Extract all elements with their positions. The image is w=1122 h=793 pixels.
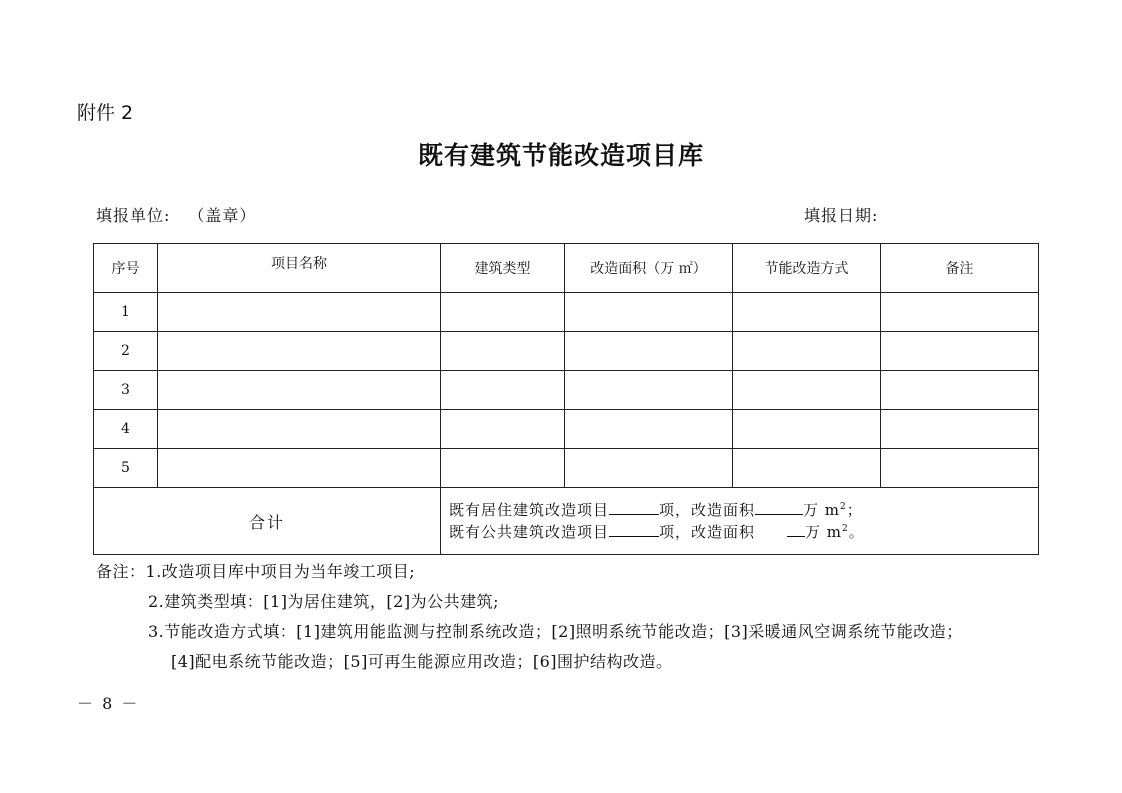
row-seq: 3 xyxy=(94,371,158,410)
public-prefix: 既有公共建筑改造项目 xyxy=(449,523,610,541)
cell-area[interactable] xyxy=(565,332,733,371)
column-header-method: 节能改造方式 xyxy=(733,244,881,293)
cell-area[interactable] xyxy=(565,371,733,410)
area-sup: 2 xyxy=(842,524,849,534)
note-line: [4]配电系统节能改造；[5]可再生能源应用改造；[6]围护结构改造。 xyxy=(171,652,673,671)
cell-building-type[interactable] xyxy=(441,332,565,371)
area-unit: 万 m xyxy=(803,501,841,519)
project-table xyxy=(93,243,1039,555)
area-sup: 2 xyxy=(840,502,847,512)
cell-project-name[interactable] xyxy=(158,293,441,332)
cell-building-type[interactable] xyxy=(441,410,565,449)
table-row xyxy=(94,449,1039,488)
table-header-row xyxy=(94,244,1039,293)
reporting-unit-label: 填报单位: xyxy=(96,206,171,225)
notes-label: 备注： xyxy=(96,562,146,581)
public-count-blank[interactable] xyxy=(609,522,659,537)
cell-remarks[interactable] xyxy=(881,371,1039,410)
row-seq: 1 xyxy=(94,293,158,332)
note-item: 1.改造项目库中项目为当年竣工项目; xyxy=(145,562,416,581)
note-line: 2.建筑类型填：[1]为居住建筑，[2]为公共建筑; xyxy=(148,592,499,611)
note-line: 3.节能改造方式填：[1]建筑用能监测与控制系统改造；[2]照明系统节能改造；[3]采暖通风空调系统节能改造； xyxy=(148,622,963,641)
column-header-seq: 序号 xyxy=(94,244,158,293)
total-residential-line xyxy=(449,499,1038,521)
residential-prefix: 既有居住建筑改造项目 xyxy=(449,501,610,519)
cell-method[interactable] xyxy=(733,449,881,488)
cell-method[interactable] xyxy=(733,293,881,332)
row-seq: 2 xyxy=(94,332,158,371)
residential-area-blank[interactable] xyxy=(755,500,803,515)
cell-remarks[interactable] xyxy=(881,293,1039,332)
column-header-area: 改造面积（万 ㎡） xyxy=(565,244,733,293)
cell-project-name[interactable] xyxy=(158,371,441,410)
document-title: 既有建筑节能改造项目库 xyxy=(417,141,704,170)
area-unit: 万 m xyxy=(805,523,843,541)
total-row xyxy=(94,488,1039,555)
cell-project-name[interactable] xyxy=(158,332,441,371)
cell-area[interactable] xyxy=(565,410,733,449)
cell-building-type[interactable] xyxy=(441,293,565,332)
cell-method[interactable] xyxy=(733,410,881,449)
seal-label: （盖章） xyxy=(188,206,257,225)
note-line xyxy=(96,557,963,587)
attachment-label: 附件 2 xyxy=(77,102,134,124)
residential-end: ； xyxy=(846,501,863,519)
table-row xyxy=(94,410,1039,449)
column-header-building-type: 建筑类型 xyxy=(441,244,565,293)
reporting-unit xyxy=(96,203,256,226)
cell-building-type[interactable] xyxy=(441,371,565,410)
table-row xyxy=(94,332,1039,371)
cell-building-type[interactable] xyxy=(441,449,565,488)
total-summary xyxy=(441,488,1039,555)
table-row xyxy=(94,293,1039,332)
cell-project-name[interactable] xyxy=(158,449,441,488)
page-number: － 8 － xyxy=(77,694,140,713)
cell-project-name[interactable] xyxy=(158,410,441,449)
notes-section xyxy=(96,557,963,677)
reporting-date-label: 填报日期: xyxy=(804,206,879,225)
cell-method[interactable] xyxy=(733,332,881,371)
cell-remarks[interactable] xyxy=(881,332,1039,371)
public-area-blank[interactable] xyxy=(787,522,805,537)
count-unit: 项，改造面积 xyxy=(659,523,756,541)
column-header-project-name: 项目名称 xyxy=(158,244,441,293)
column-header-remarks: 备注 xyxy=(881,244,1039,293)
cell-method[interactable] xyxy=(733,371,881,410)
total-public-line xyxy=(449,521,1038,543)
count-unit: 项，改造面积 xyxy=(659,501,756,519)
table-row xyxy=(94,371,1039,410)
residential-count-blank[interactable] xyxy=(609,500,659,515)
row-seq: 4 xyxy=(94,410,158,449)
total-label: 合计 xyxy=(94,488,441,555)
cell-remarks[interactable] xyxy=(881,449,1039,488)
cell-area[interactable] xyxy=(565,293,733,332)
row-seq: 5 xyxy=(94,449,158,488)
cell-area[interactable] xyxy=(565,449,733,488)
public-end: 。 xyxy=(848,523,865,541)
cell-remarks[interactable] xyxy=(881,410,1039,449)
